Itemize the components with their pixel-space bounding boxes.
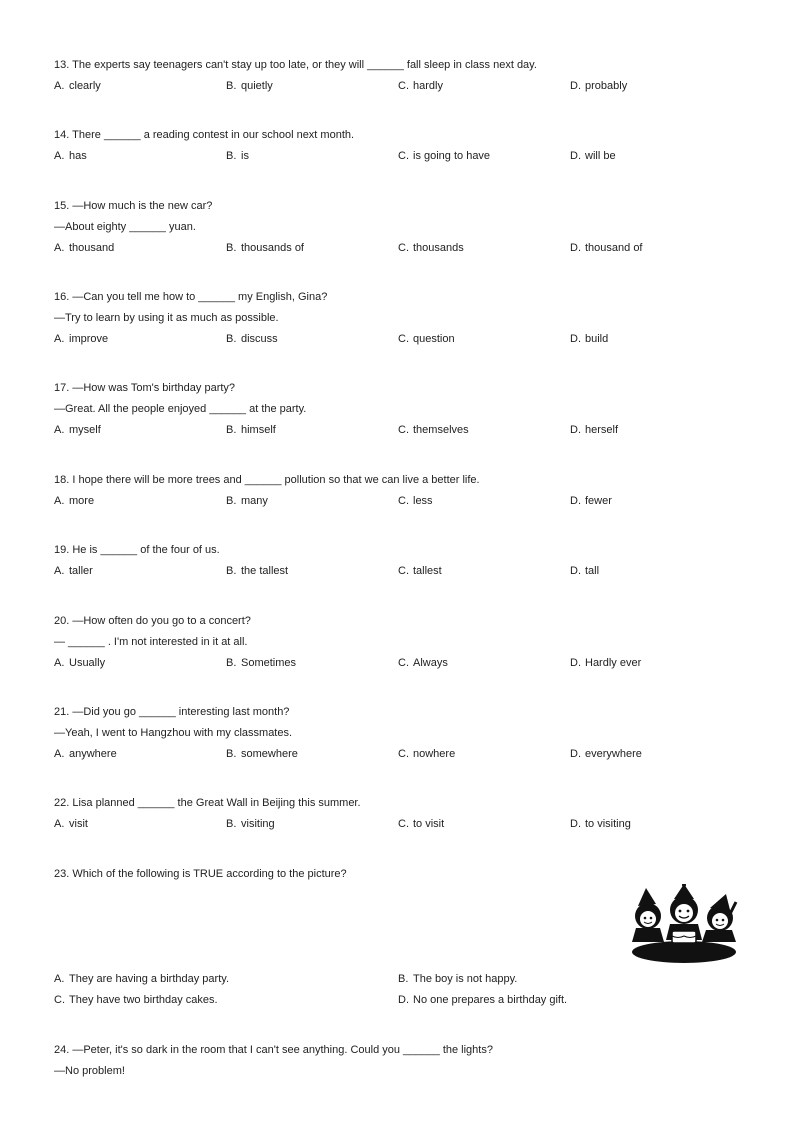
question-18-option-a[interactable]: A. more <box>54 495 95 507</box>
question-16-stem: 16. —Can you tell me how to ______ my English, Gina? <box>54 291 328 303</box>
question-23-option-a[interactable]: A. They are having a birthday party. <box>54 973 229 985</box>
question-23-option-b[interactable]: B. The boy is not happy. <box>398 973 518 985</box>
question-20-response: — ______ . I'm not interested in it at all. <box>54 636 248 648</box>
question-17-option-c[interactable]: C. themselves <box>398 424 469 436</box>
question-19-option-c[interactable]: C. tallest <box>398 565 442 577</box>
question-15-option-c[interactable]: C. thousands <box>398 242 464 254</box>
question-14-option-b[interactable]: B. is <box>226 150 249 162</box>
question-16-option-d[interactable]: D. build <box>570 333 609 345</box>
question-15-option-b[interactable]: B. thousands of <box>226 242 304 254</box>
question-17-option-a[interactable]: A. myself <box>54 424 101 436</box>
question-23-stem: 23. Which of the following is TRUE according to the picture? <box>54 868 347 880</box>
question-22-option-c[interactable]: C. to visit <box>398 818 445 830</box>
question-20-stem: 20. —How often do you go to a concert? <box>54 615 251 627</box>
question-15-option-d[interactable]: D. thousand of <box>570 242 643 254</box>
question-14-option-d[interactable]: D. will be <box>570 150 616 162</box>
question-18-option-b[interactable]: B. many <box>226 495 268 507</box>
question-13-option-b[interactable]: B. quietly <box>226 80 273 92</box>
question-21-stem: 21. —Did you go ______ interesting last month? <box>54 706 290 718</box>
question-13-stem: 13. The experts say teenagers can't stay up too late, or they will ______ fall sleep in class next day. <box>54 59 537 71</box>
question-20-option-b[interactable]: B. Sometimes <box>226 657 297 669</box>
question-17-option-d[interactable]: D. herself <box>570 424 619 436</box>
question-20-option-d[interactable]: D. Hardly ever <box>570 657 642 669</box>
question-15-response: —About eighty ______ yuan. <box>54 221 196 233</box>
question-22-option-b[interactable]: B. visiting <box>226 818 275 830</box>
question-22-option-d[interactable]: D. to visiting <box>570 818 631 830</box>
question-23-option-d[interactable]: D. No one prepares a birthday gift. <box>398 994 568 1006</box>
question-14-stem: 14. There ______ a reading contest in our school next month. <box>54 129 355 141</box>
question-21-option-a[interactable]: A. anywhere <box>54 748 117 760</box>
question-21-option-c[interactable]: C. nowhere <box>398 748 456 760</box>
question-16-option-c[interactable]: C. question <box>398 333 455 345</box>
birthday-party-illustration <box>630 884 738 966</box>
question-18-stem: 18. I hope there will be more trees and ______ pollution so that we can live a better life. <box>54 474 480 486</box>
question-21-option-d[interactable]: D. everywhere <box>570 748 642 760</box>
question-18-option-d[interactable]: D. fewer <box>570 495 612 507</box>
question-13-option-a[interactable]: A. clearly <box>54 80 101 92</box>
question-18-option-c[interactable]: C. less <box>398 495 433 507</box>
question-19-stem: 19. He is ______ of the four of us. <box>54 544 220 556</box>
question-19-option-d[interactable]: D. tall <box>570 565 600 577</box>
question-22-stem: 22. Lisa planned ______ the Great Wall in Beijing this summer. <box>54 797 361 809</box>
question-24-stem: 24. —Peter, it's so dark in the room that I can't see anything. Could you ______ the lights? <box>54 1044 493 1056</box>
question-17-option-b[interactable]: B. himself <box>226 424 276 436</box>
question-17-response: —Great. All the people enjoyed ______ at the party. <box>54 403 307 415</box>
question-14-option-c[interactable]: C. is going to have <box>398 150 491 162</box>
question-22-option-a[interactable]: A. visit <box>54 818 88 830</box>
question-19-option-a[interactable]: A. taller <box>54 565 93 577</box>
question-21-option-b[interactable]: B. somewhere <box>226 748 298 760</box>
question-14-option-a[interactable]: A. has <box>54 150 87 162</box>
question-19-option-b[interactable]: B. the tallest <box>226 565 289 577</box>
question-16-option-b[interactable]: B. discuss <box>226 333 278 345</box>
question-15-option-a[interactable]: A. thousand <box>54 242 115 254</box>
question-17-stem: 17. —How was Tom's birthday party? <box>54 382 236 394</box>
question-15-stem: 15. —How much is the new car? <box>54 200 213 212</box>
question-16-option-a[interactable]: A. improve <box>54 333 109 345</box>
question-21-response: —Yeah, I went to Hangzhou with my classmates. <box>54 727 293 739</box>
question-20-option-c[interactable]: C. Always <box>398 657 448 669</box>
question-23-option-c[interactable]: C. They have two birthday cakes. <box>54 994 218 1006</box>
question-20-option-a[interactable]: A. Usually <box>54 657 106 669</box>
question-13-option-d[interactable]: D. probably <box>570 80 628 92</box>
question-13-option-c[interactable]: C. hardly <box>398 80 443 92</box>
question-24-response: —No problem! <box>54 1065 125 1077</box>
question-16-response: —Try to learn by using it as much as possible. <box>54 312 279 324</box>
